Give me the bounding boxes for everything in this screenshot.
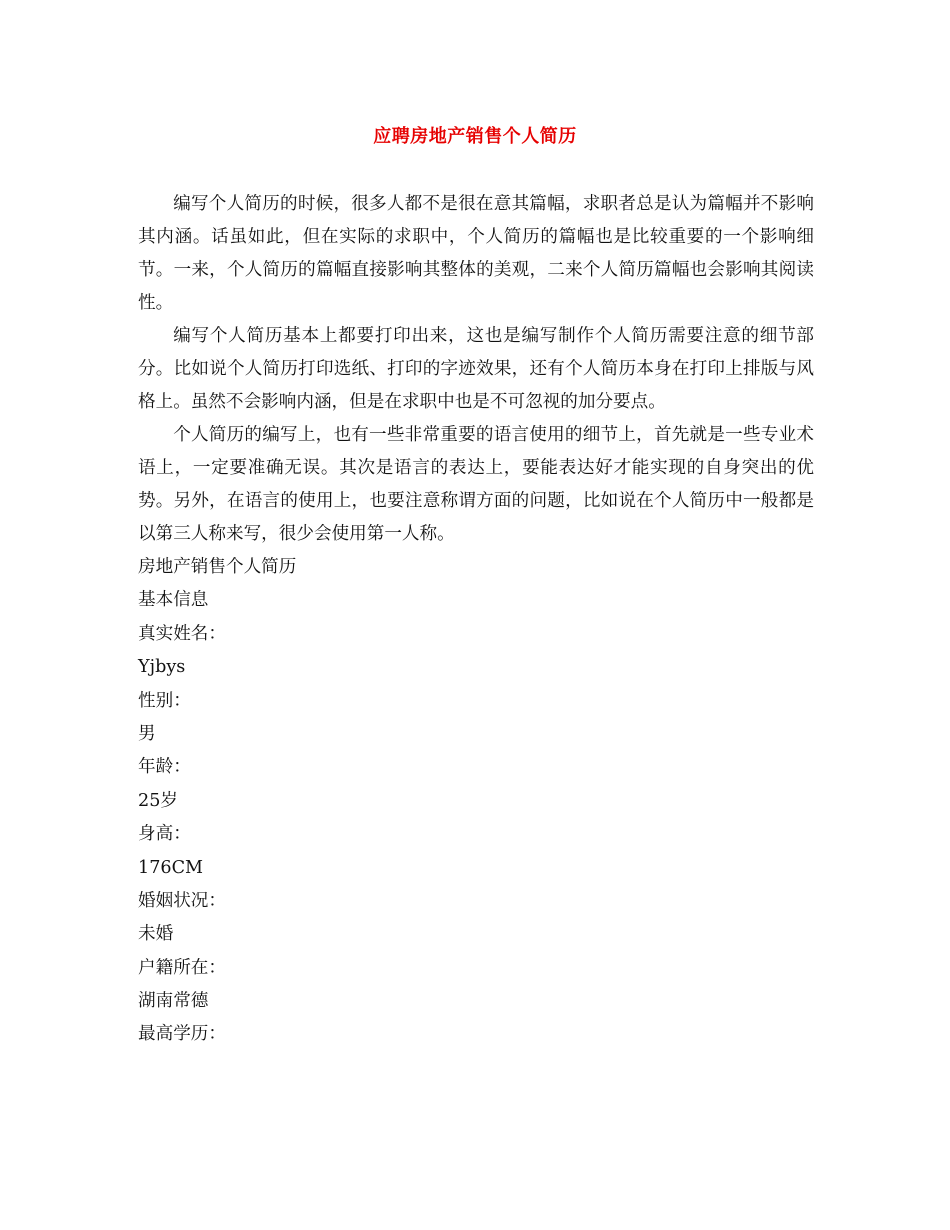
field-label-gender: 性别： [138,690,191,711]
field-label-height: 身高： [138,824,191,845]
field-value-age: 25岁 [138,790,178,811]
document-title: 应聘房地产销售个人简历 [373,126,577,147]
field-value-gender: 男 [138,723,156,744]
field-label-age: 年龄： [138,757,191,778]
resume-heading: 房地产销售个人简历 [138,557,297,577]
field-value-household-registration: 湖南常德 [138,991,209,1012]
field-value-name: Yjbys [138,657,186,678]
field-label-education: 最高学历： [138,1024,226,1045]
paragraph-1: 编写个人简历的时候，很多人都不是很在意其篇幅，求职者总是认为篇幅并不影响其内涵。话虽如此，但在实际的求职中，个人简历的篇幅也是比较重要的一个影响细节。一来，个人简历的篇幅直接影响其整体的美观，二来个人简历篇幅也会影响其阅读性。 [138,194,814,313]
field-value-height: 176CM [138,857,204,878]
document-body [138,188,814,1052]
paragraph-3: 个人简历的编写上，也有一些非常重要的语言使用的细节上，首先就是一些专业术语上，一定要准确无误。其次是语言的表达上，要能表达好才能实现的自身突出的优势。另外，在语言的使用上，也要注意称谓方面的问题，比如说在个人简历中一般都是以第三人称来写，很少会使用第一人称。 [138,425,814,544]
field-label-name: 真实姓名： [138,623,226,644]
resume-section-basic-info: 基本信息 [138,590,209,611]
field-label-marital-status: 婚姻状况： [138,890,226,911]
paragraph-2: 编写个人简历基本上都要打印出来，这也是编写制作个人简历需要注意的细节部分。比如说个人简历打印选纸、打印的字迹效果，还有个人简历本身在打印上排版与风格上。虽然不会影响内涵，但是在求职中也是不可忽视的加分要点。 [138,326,814,412]
field-value-marital-status: 未婚 [138,924,174,945]
field-label-household-registration: 户籍所在： [138,957,226,978]
